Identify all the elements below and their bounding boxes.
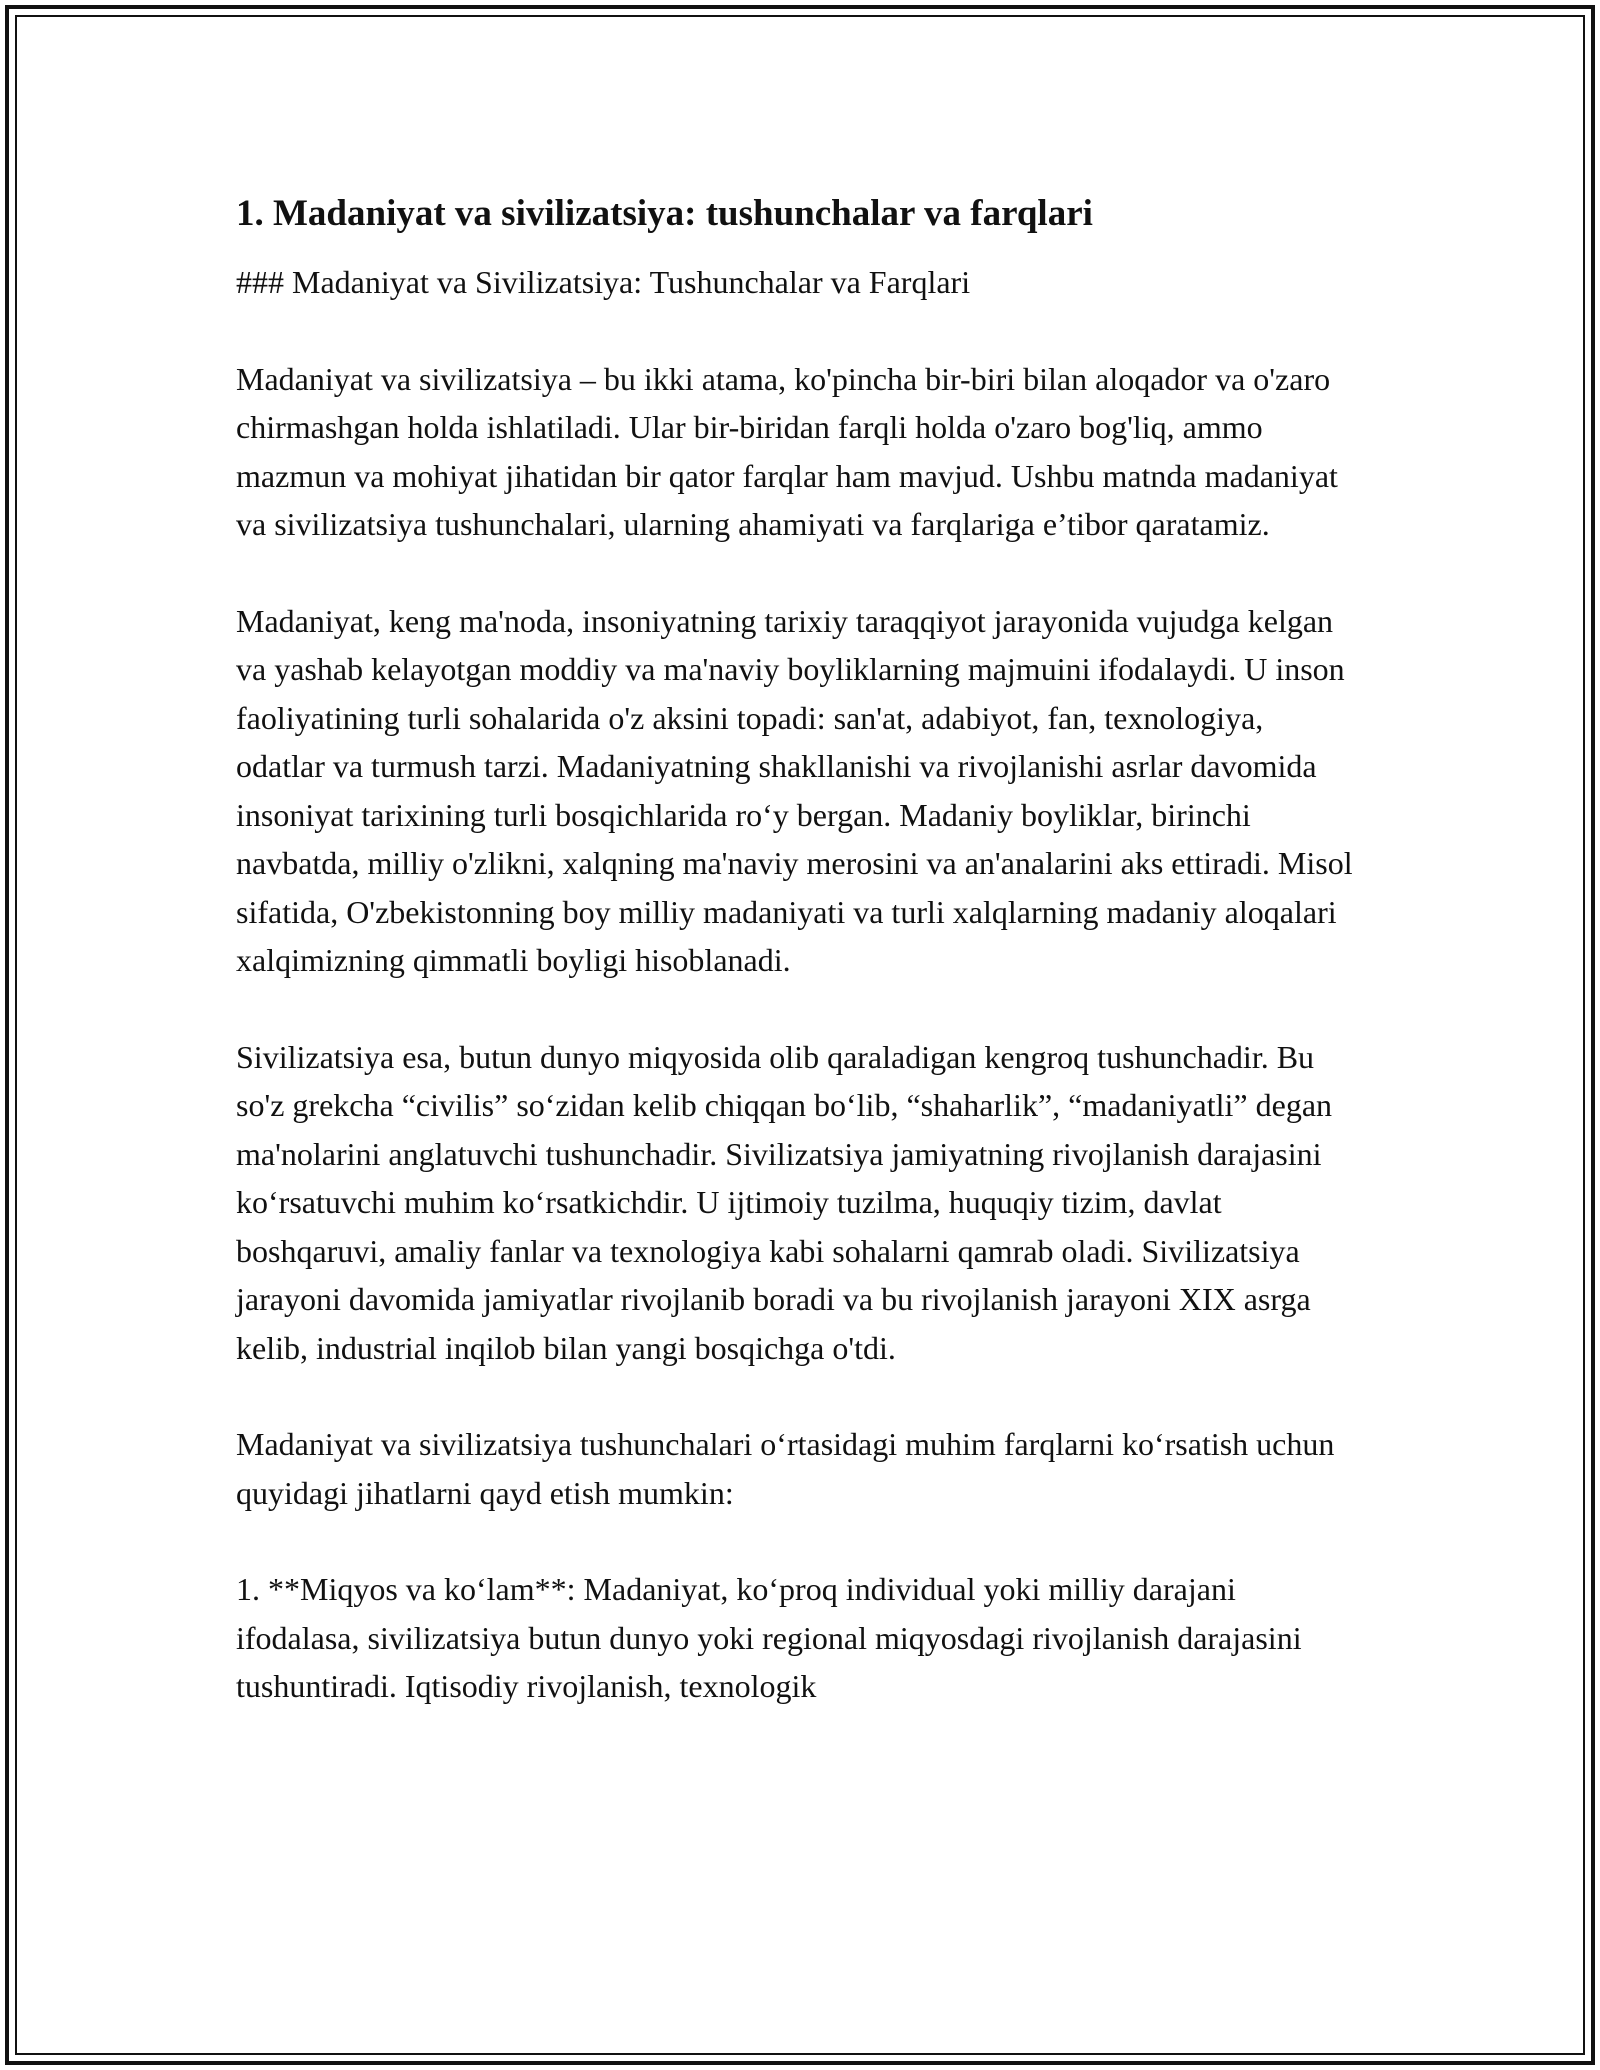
paragraph-intro: Madaniyat va sivilizatsiya – bu ikki atama, ko'pincha bir-biri bilan aloqador va o'zaro chirmashgan holda ishlatiladi. Ular bir-biridan farqli holda o'zaro bog'liq, ammo mazmun va mohiyat jihatidan bir qator farqlar ham mavjud. Ushbu matnda madaniyat va sivilizatsiya tushunchalari, ularning ahamiyati va farqlariga e’tibor qaratamiz. [236, 360, 1338, 542]
markdown-subheading: ### Madaniyat va Sivilizatsiya: Tushunchalar va Farqlari [236, 264, 971, 300]
document-title: 1. Madaniyat va sivilizatsiya: tushunchalar va farqlari [236, 193, 1093, 234]
paragraph-farqlar-intro: Madaniyat va sivilizatsiya tushunchalari oʻrtasidagi muhim farqlarni koʻrsatish uchun quyidagi jihatlarni qayd etish mumkin: [236, 1426, 1335, 1511]
paragraph-madaniyat: Madaniyat, keng ma'noda, insoniyatning tarixiy taraqqiyot jarayonida vujudga kelgan va yashab kelayotgan moddiy va ma'naviy boyliklarning majmuini ifodalaydi. U inson faoliyatining turli sohalarida o'z aksini topadi: san'at, adabiyot, fan, texnologiya, odatlar va turmush tarzi. Madaniyatning shakllanishi va rivojlanishi asrlar davomida insoniyat tarixining turli bosqichlarida roʻy bergan. Madaniy boyliklar, birinchi navbatda, milliy o'zlikni, xalqning ma'naviy merosini va an'analarini aks ettiradi. Misol sifatida, O'zbekistonning boy milliy madaniyati va turli xalqlarning madaniy aloqalari xalqimizning qimmatli boyligi hisoblanadi. [236, 602, 1353, 978]
paragraph-sivilizatsiya: Sivilizatsiya esa, butun dunyo miqyosida olib qaraladigan kengroq tushunchadir. Bu so'z grekcha “civilis” soʻzidan kelib chiqqan boʻlib, “shaharlik”, “madaniyatli” degan ma'nolarini anglatuvchi tushunchadir. Sivilizatsiya jamiyatning rivojlanish darajasini koʻrsatuvchi muhim koʻrsatkichdir. U ijtimoiy tuzilma, huquqiy tizim, davlat boshqaruvi, amaliy fanlar va texnologiya kabi sohalarni qamrab oladi. Sivilizatsiya jarayoni davomida jamiyatlar rivojlanib boradi va bu rivojlanish jarayoni XIX asrga kelib, industrial inqilob bilan yangi bosqichga o'tdi. [236, 1038, 1333, 1366]
document-body [236, 186, 1356, 1759]
paragraph-list-item-1: 1. **Miqyos va koʻlam**: Madaniyat, koʻproq individual yoki milliy darajani ifodalasa, sivilizatsiya butun dunyo yoki regional miqyosdagi rivojlanish darajasini tushuntiradi. Iqtisodiy rivojlanish, texnologik [236, 1571, 1302, 1704]
